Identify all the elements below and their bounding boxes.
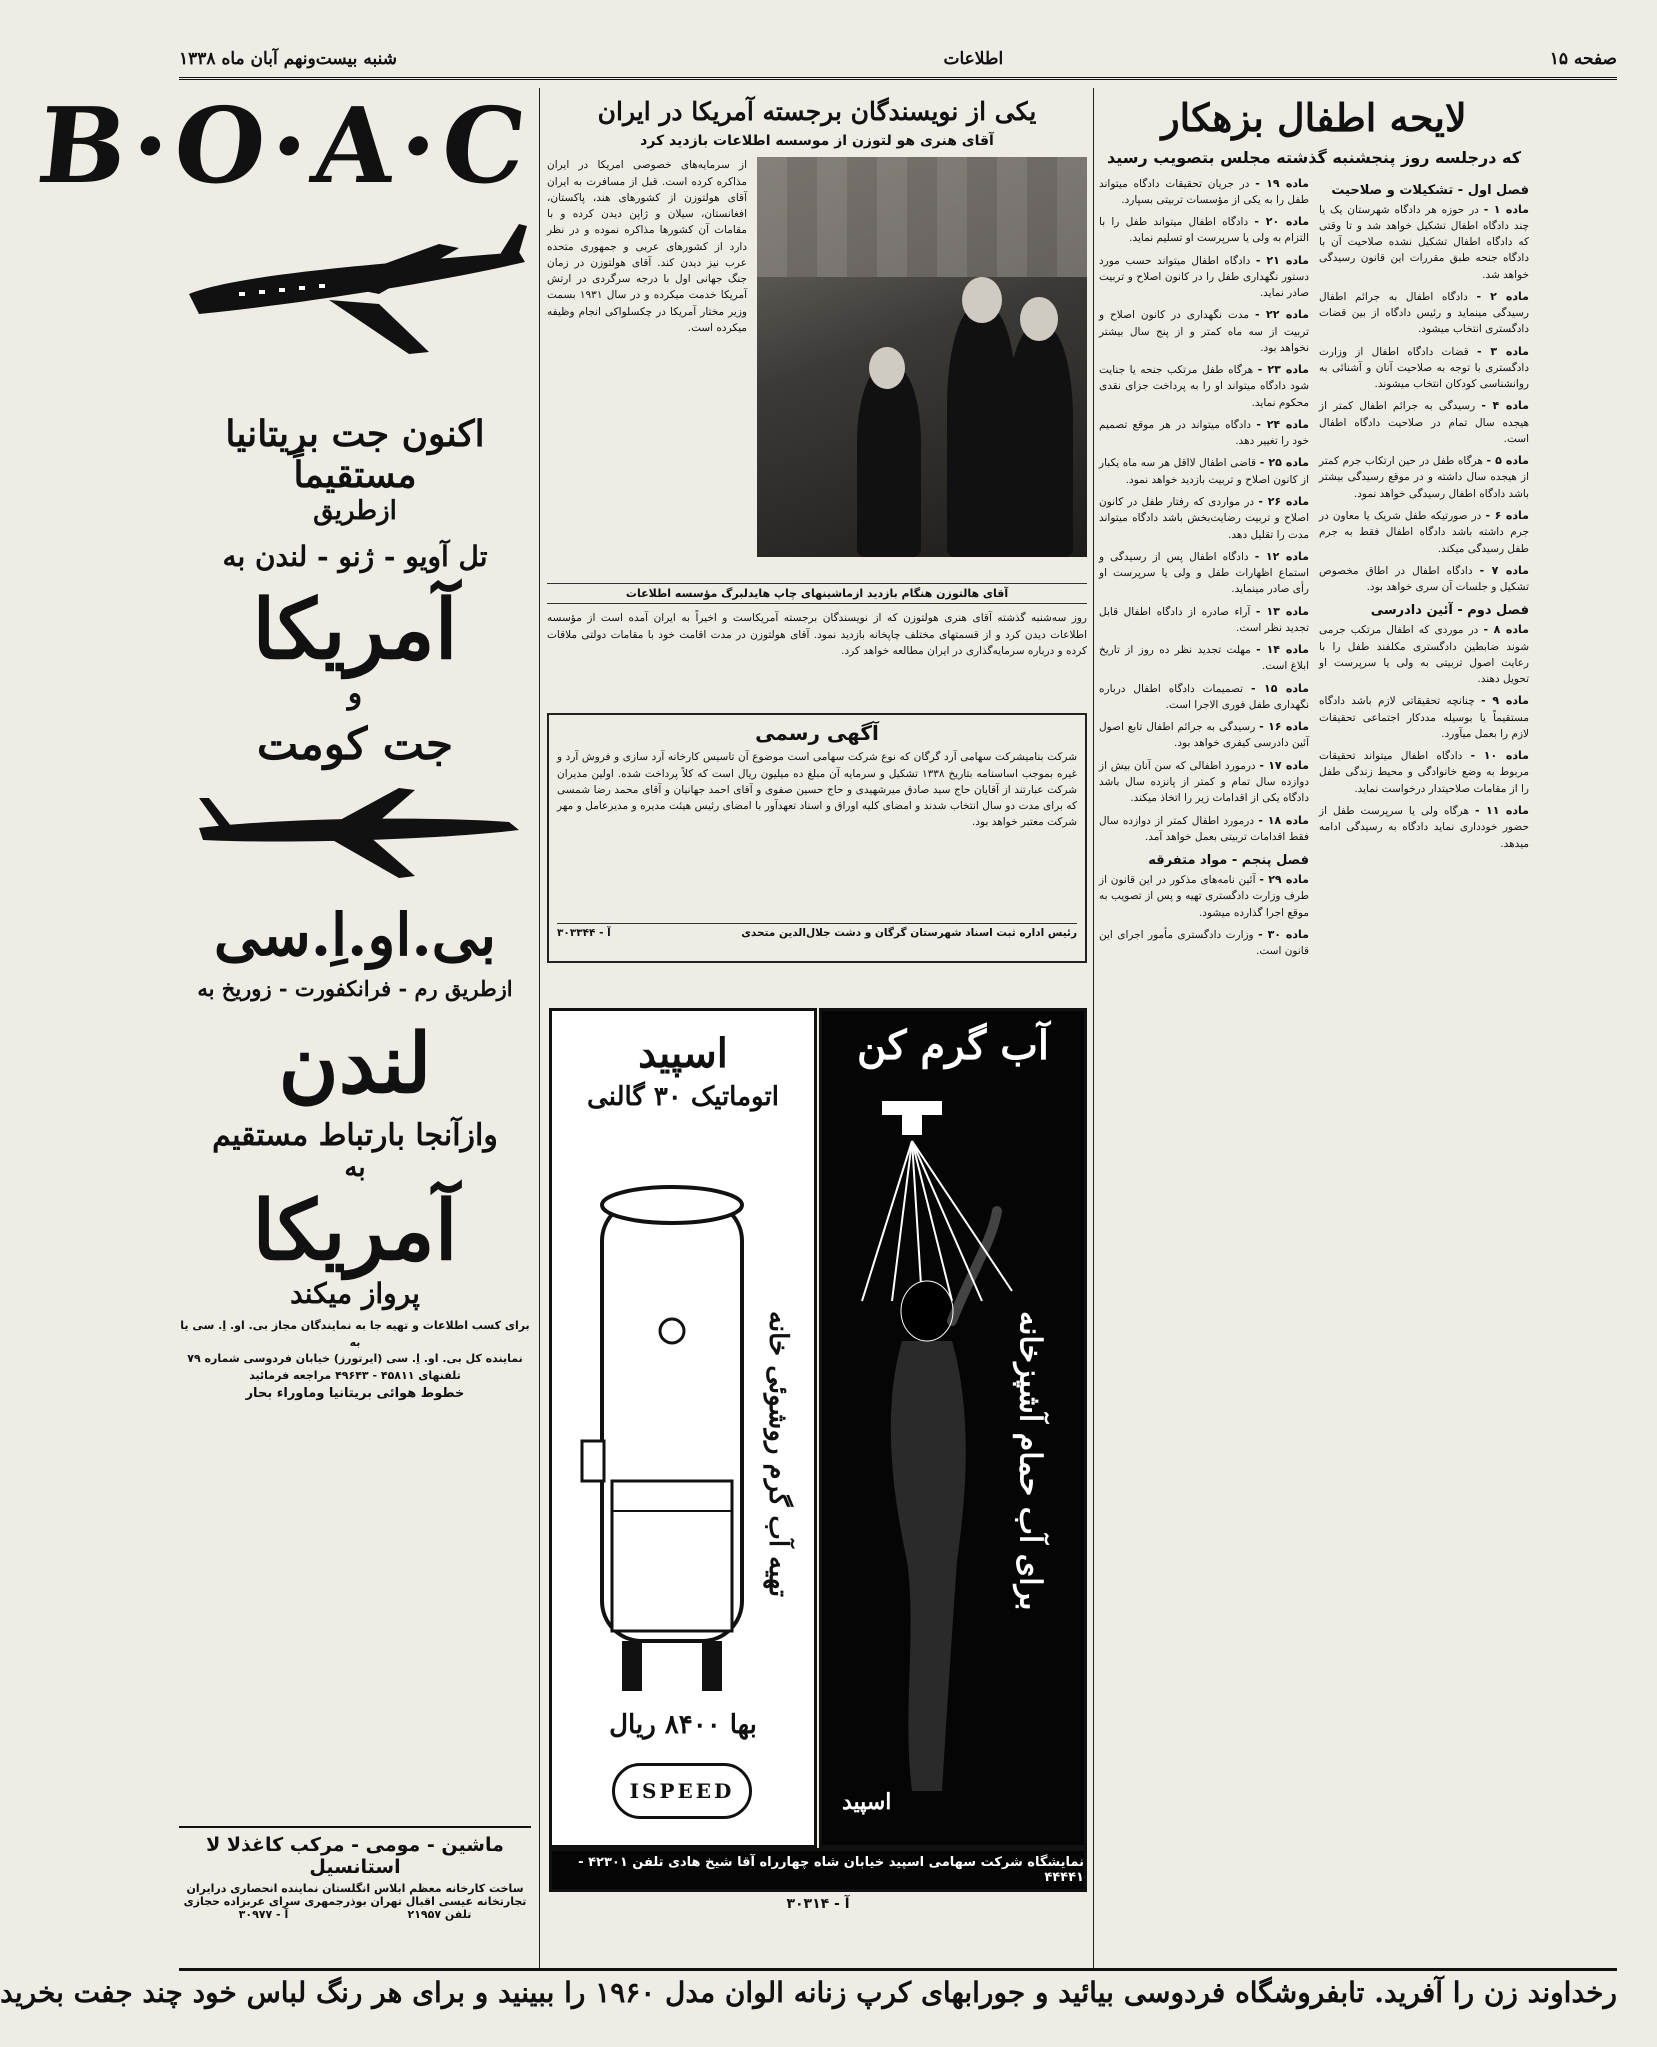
clause [1319,562,1529,596]
clause [1099,603,1309,637]
clause [1099,175,1309,209]
ad-line: بی.او.اِ.سی [213,901,497,970]
official-notice [547,713,1087,963]
issue-date: شنبه بیست‌ونهم آبان ماه ۱۳۳۸ [179,48,397,69]
ad-footer [179,1908,531,1921]
clause-label: ماده ۲۵ - [1259,456,1309,470]
clause-label: ماده ۴ - [1481,399,1529,413]
clause-label: ماده ۱۲ - [1254,549,1309,563]
ad-info: تلفنهای ۴۵۸۱۱ - ۴۹۶۴۳ مراجعه فرمائید [249,1368,461,1382]
ad-title: آب گرم کن [857,1022,1049,1069]
water-heater-ad-product [549,1008,817,1848]
clause-label: ماده ۲۱ - [1255,253,1309,267]
clause-label: ماده ۱۹ - [1255,176,1309,190]
clause-list [1099,871,1309,959]
bill-article [1099,88,1529,1968]
clause-label: ماده ۳ - [1477,344,1529,358]
clause-label: ماده ۱۷ - [1259,758,1309,772]
clause-text: قضات دادگاه اطفال از وزارت دادگستری با توجه به صلاحیت آنان و آشنائی به روانشناسی کودکان انتخاب میشوند. [1319,345,1529,391]
clause-text: آئین نامه‌های مذکور در این قانون از طرف وزارت دادگستری تهیه و پس از تصویب به موقع اجرا گذارده میشود. [1099,874,1309,919]
notice-body: شرکت بنامیشرکت سهامی آرد گرگان که نوع شرکت سهامی است موضوع آن تاسیس کارخانه آرد سازی و فروش آرد و غیره بموجب اساسنامه بتاریخ ۱۳۳۸ تشکیل و سرمایه آن مبلغ ده میلیون ریال است که کلاً پرداخت شده. اولین مدیران شرکت عبارتند از آقایان حاج سید صادق میرشهیدی و حاج حسین صفوی و آقای احمد جهانیان و آقای محمد رضا شمسی که برای مدت دو سال انتخاب شدند و امضای کلیه اوراق و اسناد تعهدآور با امضای رئیس هیئت مدیره و مدیرعامل و مهر شرکت معتبر خواهد بود. [557,751,1078,829]
clause-text: وزارت دادگستری مأمور اجرای این قانون است. [1099,928,1309,958]
ad-line: تل آویو - ژنو - لندن به [222,539,488,573]
ad-line: ازطریق [313,495,397,526]
clause [1099,361,1309,411]
clause-label: ماده ۹ - [1481,694,1529,708]
ad-phone: تلفن ۲۱۹۵۷ [407,1908,472,1921]
boac-ad [31,84,538,1878]
clause-text: در مواردی که رفتار طفل در کانون اصلاح و تربیت رضایت‌بخش باشد دادگاه میتواند مدت را تقلیل دهد. [1099,496,1309,541]
photo-head [1020,297,1058,341]
ad-line: تجارتخانه عیسی اقبال تهران بوذرجمهری سرای عربزاده حجازی [183,1895,527,1908]
clause-label: ماده ۱۶ - [1259,720,1309,734]
ad-line: لندن [278,1016,432,1113]
clause [1099,641,1309,675]
ad-line: به [344,1152,366,1183]
ad-price: بها ۸۴۰۰ ریال [609,1710,757,1740]
printing-press-photo [757,157,1087,557]
clause-label: ماده ۱ - [1483,202,1529,216]
ad-title: اسپید [638,1030,728,1077]
ad-footer-text: نمایشگاه شرکت سهامی اسپید خیابان شاه چهارراه آقا شیخ هادی تلفن ۴۲۳۰۱ - ۴۴۴۴۱ [578,1855,1084,1885]
clause-label: ماده ۲۲ - [1255,308,1309,322]
clause-text: قاضی اطفال لااقل هر سه ماه یکبار از کانون اصلاح و تربیت بازدید خواهد نمود. [1099,457,1309,486]
shower-silhouette-icon [822,1091,1090,1831]
clause [1319,288,1529,338]
notice-signer: رئیس اداره ثبت اسناد شهرستان گرگان و دشت جلال‌الدین متحدی [741,927,1077,940]
airplane-icon [179,204,531,374]
clause-text: دادگاه اطفال در اطاق مخصوص تشکیل و جلسات آن سری خواهد بود. [1319,564,1529,594]
clause-text: هرگاه طفل مرتکب جنحه یا جنایت شود دادگاه میتواند او را به پرداخت جزای نقدی محکوم نماید. [1099,364,1309,409]
clause-label: ماده ۷ - [1479,563,1529,577]
ad-vertical-text: تهیه آب گرم روشوئی خانه [763,1311,793,1598]
clause [1099,718,1309,752]
article-subheadline: آقای هنری هو لتوزن از موسسه اطلاعات بازدید کرد [640,133,994,150]
clause-label: ماده ۲۳ - [1257,363,1309,377]
ad-info: خطوط هوائی بریتانیا وماوراء بحار [245,1386,465,1402]
clause-text: دادگاه اطفال به جرائم اطفال رسیدگی مینماید و رئیس دادگاه از بین قضات دادگستری انتخاب میشود. [1319,290,1529,336]
notice-code: آ - ۳۰۳۳۴۴ [557,927,611,940]
clause-text: هرگاه ولی یا سرپرست طفل از حضور خودداری نماید دادگاه به رسیدگی ادامه میدهد. [1319,805,1529,850]
clause [1099,493,1309,543]
ad-subtitle: اتوماتیک ۳۰ گالنی [587,1082,779,1112]
bill-subcolumn-right [1319,175,1529,1895]
clause-text: هرگاه طفل در حین ارتکاب جرم کمتر از هیجده سال داشته و در موقع رسیدگی بیشتر باشد دادگاه اطفال رسیدگی خواهد نمود. [1319,455,1529,500]
clause [1099,306,1309,356]
clause-label: ماده ۵ - [1486,454,1529,468]
ad-line: آمریکا [252,1182,458,1279]
clause-text: دادگاه اطفال پس از رسیدگی و استماع اظهارات طفل و ولی یا سرپرست او رأی صادر مینماید. [1099,550,1309,596]
clause-label: ماده ۲۶ - [1258,495,1309,509]
clause-label: ماده ۱۰ - [1470,749,1529,763]
column-rule [1093,88,1094,1968]
article-subheadline: که درجلسه روز پنجشنبه گذشته مجلس بتصویب رسید [1106,147,1522,167]
ad-code: آ - ۳۰۹۷۷ [238,1908,289,1921]
clause-text: آراء صادره از دادگاه اطفال قابل تجدید نظر است. [1099,605,1309,634]
clause [1319,692,1529,742]
ad-line: پرواز میکند [290,1277,420,1311]
article-body: از سرمایه‌های خصوصی امریکا در ایران مذاکره کرده است. قبل از مسافرت به ایران آقای هولتوزن از کشورهای هند، پاکستان، افغانستان، سیلان و ژاپن دیدن کرده و با مقامات آن کشورها مذاکره نموده و در نظر دارد از کشورهای عربی و جمهوری متحده عرب نیز دیدن کند. آقای هولتوزن در زمان جنگ جهانی اول با درجه سرگردی در ارتش آمریکا خدمت میکرده و در سال ۱۹۳۱ بسمت وزیر مختار آمریکا در چکسلواکی انجام وظیفه میکرده است. [547,159,747,334]
section-title: فصل پنجم - مواد متفرقه [1148,853,1309,869]
ad-title: ماشین - مومی - مرکب کاغذلا لا استانسیل [206,1834,504,1878]
water-heater-ad-shower [819,1008,1087,1848]
clause-text: دادگاه اطفال میتواند تحقیقات مربوط به وضع خانوادگی و محیط زندگی طفل را از مقامات صلاحیتدار درخواست نماید. [1319,750,1529,795]
clause [1099,213,1309,247]
photo-head [962,277,1002,323]
ad-info: برای کسب اطلاعات و تهیه جا به نمایندگان مجاز بی. او. اِ. سی یا به [180,1319,530,1349]
clause-label: ماده ۳۰ - [1258,927,1309,941]
stockings-banner-ad: رخداوند زن را آفرید. تابفروشگاه فردوسی بیائید و جورابهای کرپ زنانه الوان مدل ۱۹۶۰ را ببینید و برای هر رنگ لباس خود چند جفت بخرید [179,1968,1617,2012]
clause-text: درمورد اطفالی که سن آنان بیش از دوازده سال تمام و کمتر از پانزده سال باشد دادگاه یکی از اقدامات زیر را اتخاذ میکند. [1099,759,1309,805]
clause [1099,680,1309,714]
stencil-ad [179,1826,531,1956]
article-headline: یکی از نویسندگان برجسته آمریکا در ایران [597,97,1037,126]
clause-label: ماده ۶ - [1485,509,1529,523]
page-number: صفحه ۱۵ [1549,48,1617,69]
clause-label: ماده ۱۳ - [1255,604,1309,618]
clause-list [1319,201,1529,596]
brand-logo: ISPEED [612,1763,752,1819]
clause [1319,452,1529,502]
clause-label: ماده ۱۸ - [1258,813,1309,827]
notice-signature [557,923,1077,939]
ad-line: وازآنجا بارتباط مستقیم [212,1118,498,1154]
photo-figure [857,367,921,557]
clause [1319,747,1529,797]
clause [1099,926,1309,960]
clause-text: چنانچه تحقیقاتی لازم باشد دادگاه مستقیماً یا بوسیله مددکار اجتماعی تحقیقات لازم را بعمل میآورد. [1319,695,1529,740]
ad-line: ازطریق رم - فرانکفورت - زوریخ به [197,975,513,1001]
clause-text: مدت نگهداری در کانون اصلاح و تربیت از سه ماه کمتر و از پنج سال بیشتر نخواهد بود. [1099,309,1309,354]
section-title: فصل دوم - آئین دادرسی [1370,603,1529,619]
clause-label: ماده ۲ - [1476,289,1529,303]
ad-line: ساخت کارخانه معظم ابلاس انگلستان نماینده انحصاری درایران [186,1882,524,1895]
clause-text: در موردی که اطفال مرتکب جرمی شوند ضابطین دادگستری مکلفند طفل را با رعایت اصول تربیتی به ولی یا سرپرست او تحویل دهند. [1319,624,1529,686]
clause-label: ماده ۲۰ - [1254,215,1309,229]
clause-text: رسیدگی به جرائم اطفال تابع اصول آئین دادرسی کیفری خواهد بود. [1099,721,1309,750]
clause-label: ماده ۱۱ - [1474,804,1529,817]
water-heater-ad-footer [549,1848,1087,1892]
clause [1319,343,1529,393]
ad-line: آمریکا [252,581,458,678]
clause-list [1319,621,1529,851]
ad-contact [179,1318,531,1404]
clause-label: ماده ۸ - [1483,623,1529,637]
clause-list [1099,548,1309,845]
clause-text: مهلت تجدید نظر ده روز از تاریخ ابلاغ است. [1099,644,1309,673]
clause-text: در جریان تحقیقات دادگاه میتواند طفل را به یکی از مؤسسات تربیتی بسپارد. [1099,177,1309,206]
clause-text: دادگاه اطفال میتواند طفل را با التزام به ولی یا سرپرست او تسلیم نماید. [1099,216,1309,245]
clause [1099,454,1309,488]
clause [1319,507,1529,557]
clause-label: ماده ۱۴ - [1256,643,1309,657]
masthead [179,40,1617,80]
clause-text: دادگاه میتواند در هر موقع تصمیم خود را تغییر دهد. [1099,418,1309,448]
photo-wall [757,157,1087,277]
clause [1319,802,1529,852]
ad-line: جت کومت [256,718,454,770]
clause [1319,397,1529,447]
clause [1099,416,1309,450]
ad-vertical-text: برای آب حمام آشپزخانه [1012,1311,1048,1611]
article-body: روز سه‌شنبه گذشته آقای هنری هولتوزن که از نویسندگان برجسته آمریکاست و اخیراً به ایران آمده است از مؤسسه اطلاعات دیدن کرد و از قسمتهای مختلف چاپخانه بازدید نمود. آقای هولتوزن در مدت اقامت خود با مقامات دولتی ملاقات کرده و درباره سرمایه‌گذاری در ایران مطالعه خواهد کرد. [547,612,1087,657]
clause [1099,812,1309,846]
bill-subcolumn-left [1099,175,1309,1895]
photo-head [869,347,905,389]
clause [1099,548,1309,598]
clause-label: ماده ۲۴ - [1256,417,1309,431]
clause [1319,621,1529,687]
clause-text: تصمیمات دادگاه اطفال درباره نگهداری طفل فوری الاجرا است. [1099,682,1309,711]
section-title: فصل اول - تشکیلات و صلاحیت [1331,182,1529,198]
clause-label: ماده ۱۵ - [1251,681,1309,695]
ad-brand: اسپید [842,1788,892,1815]
clause [1099,252,1309,302]
notice-title: آگهی رسمی [755,721,879,746]
newspaper-name: اطلاعات [943,48,1004,69]
clause-text: در حوزه هر دادگاه شهرستان یک یا چند دادگاه اطفال تشکیل خواهد شد و تا وقتی که دادگاه اطفال تشکیل نشده صلاحیت آن با دادگاه جنحه طبق مقررات این قانون رسیدگی خواهد شد. [1319,203,1529,281]
water-heater-icon [582,1181,762,1701]
clause-list [1099,175,1309,543]
clause [1319,201,1529,283]
clause-label: ماده ۲۹ - [1259,873,1309,887]
column-rule [539,88,540,1968]
photo-figure [1007,327,1073,557]
comet-jet-icon [179,778,531,888]
ad-line: و [347,676,363,712]
photo-caption: آقای هالتوزن هنگام بازدید ازماشینهای چاپ هایدلبرگ مؤسسه اطلاعات [547,583,1087,604]
boac-logo: B·O·A·C [31,84,538,207]
clause-text: در صورتیکه طفل شریک یا معاون در جرم داشته باشد دادگاه اطفال فقط به جرم طفل رسیدگی میکند. [1319,510,1529,555]
clause-text: رسیدگی به جرائم اطفال کمتر از هیجده سال تمام در صلاحیت دادگاه اطفال است. [1319,400,1529,445]
clause-text: درمورد اطفال کمتر از دوازده سال فقط اقدامات تربیتی بعمل خواهد آمد. [1099,814,1309,843]
ad-info: نماینده کل بی. او. اِ. سی (ایرتورز) خیابان فردوسی شماره ۷۹ [187,1352,523,1366]
article-headline: لایحه اطفال بزهکار [1161,95,1467,140]
clause [1099,871,1309,921]
ad-code: آ - ۳۰۳۱۴ [786,1896,850,1912]
clause-text: دادگاه اطفال میتواند حسب مورد دستور نگهداری طفل را در کانون اصلاح و تربیت صادر نماید. [1099,254,1309,300]
clause [1099,757,1309,807]
ad-line: اکنون جت بریتانیا مستقیماً [225,413,485,497]
